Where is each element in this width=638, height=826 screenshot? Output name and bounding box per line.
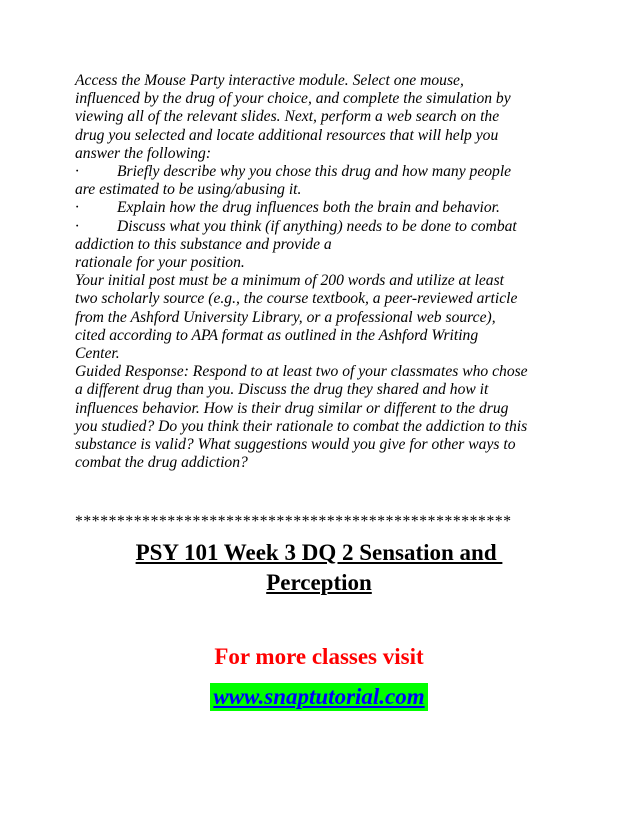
body-line: influenced by the drug of your choice, and complete the simulation by	[75, 90, 511, 108]
guided-response-line: you studied? Do you think their rationale to combat the addiction to this	[75, 417, 528, 435]
page-title-line-2: Perception	[266, 570, 372, 595]
guided-response-line: substance is valid? What suggestions would you give for other ways to	[75, 436, 516, 454]
body-line: answer the following:	[75, 144, 212, 162]
promo-text: For more classes visit	[214, 644, 424, 669]
post-requirement-line: from the Ashford University Library, or a professional web source),	[75, 308, 496, 326]
bullet-text: Briefly describe why you chose this drug and how many people	[117, 163, 512, 181]
bullet-item-2	[75, 199, 575, 217]
assignment-instructions	[75, 72, 575, 472]
bullet-item-1	[75, 163, 575, 181]
page-title-line-1: PSY 101 Week 3 DQ 2 Sensation and	[135, 540, 503, 565]
guided-response-line: Guided Response: Respond to at least two of your classmates who chose	[75, 363, 528, 381]
bullet-continuation: rationale for your position.	[75, 254, 245, 272]
guided-response-line: combat the drug addiction?	[75, 454, 248, 472]
bullet-marker: ·	[75, 217, 79, 235]
guided-response-line: influences behavior. How is their drug similar or different to the drug	[75, 399, 509, 417]
bullet-item-3	[75, 218, 575, 236]
promo-link-container	[0, 683, 638, 711]
post-requirement-line: Center.	[75, 345, 120, 363]
body-line: viewing all of the relevant slides. Next, perform a web search on the	[75, 108, 500, 126]
bullet-marker: ·	[75, 163, 79, 181]
bullet-continuation: are estimated to be using/abusing it.	[75, 181, 302, 199]
asterisk-separator: ****************************************************	[75, 513, 512, 530]
bullet-marker: ·	[75, 199, 79, 217]
bullet-text: Explain how the drug influences both the brain and behavior.	[117, 199, 500, 217]
post-requirement-line: Your initial post must be a minimum of 200 words and utilize at least	[75, 272, 505, 290]
post-requirement-line: two scholarly source (e.g., the course textbook, a peer-reviewed article	[75, 290, 518, 308]
bullet-text: Discuss what you think (if anything) needs to be done to combat	[117, 217, 517, 235]
snaptutorial-link[interactable]: www.snaptutorial.com	[210, 683, 427, 711]
body-line: Access the Mouse Party interactive module. Select one mouse,	[75, 72, 464, 89]
post-requirement-line: cited according to APA format as outlined in the Ashford Writing	[75, 326, 479, 344]
guided-response-line: a different drug than you. Discuss the drug they shared and how it	[75, 381, 489, 399]
bullet-continuation: addiction to this substance and provide a	[75, 235, 332, 253]
body-line: drug you selected and locate additional resources that will help you	[75, 126, 499, 144]
